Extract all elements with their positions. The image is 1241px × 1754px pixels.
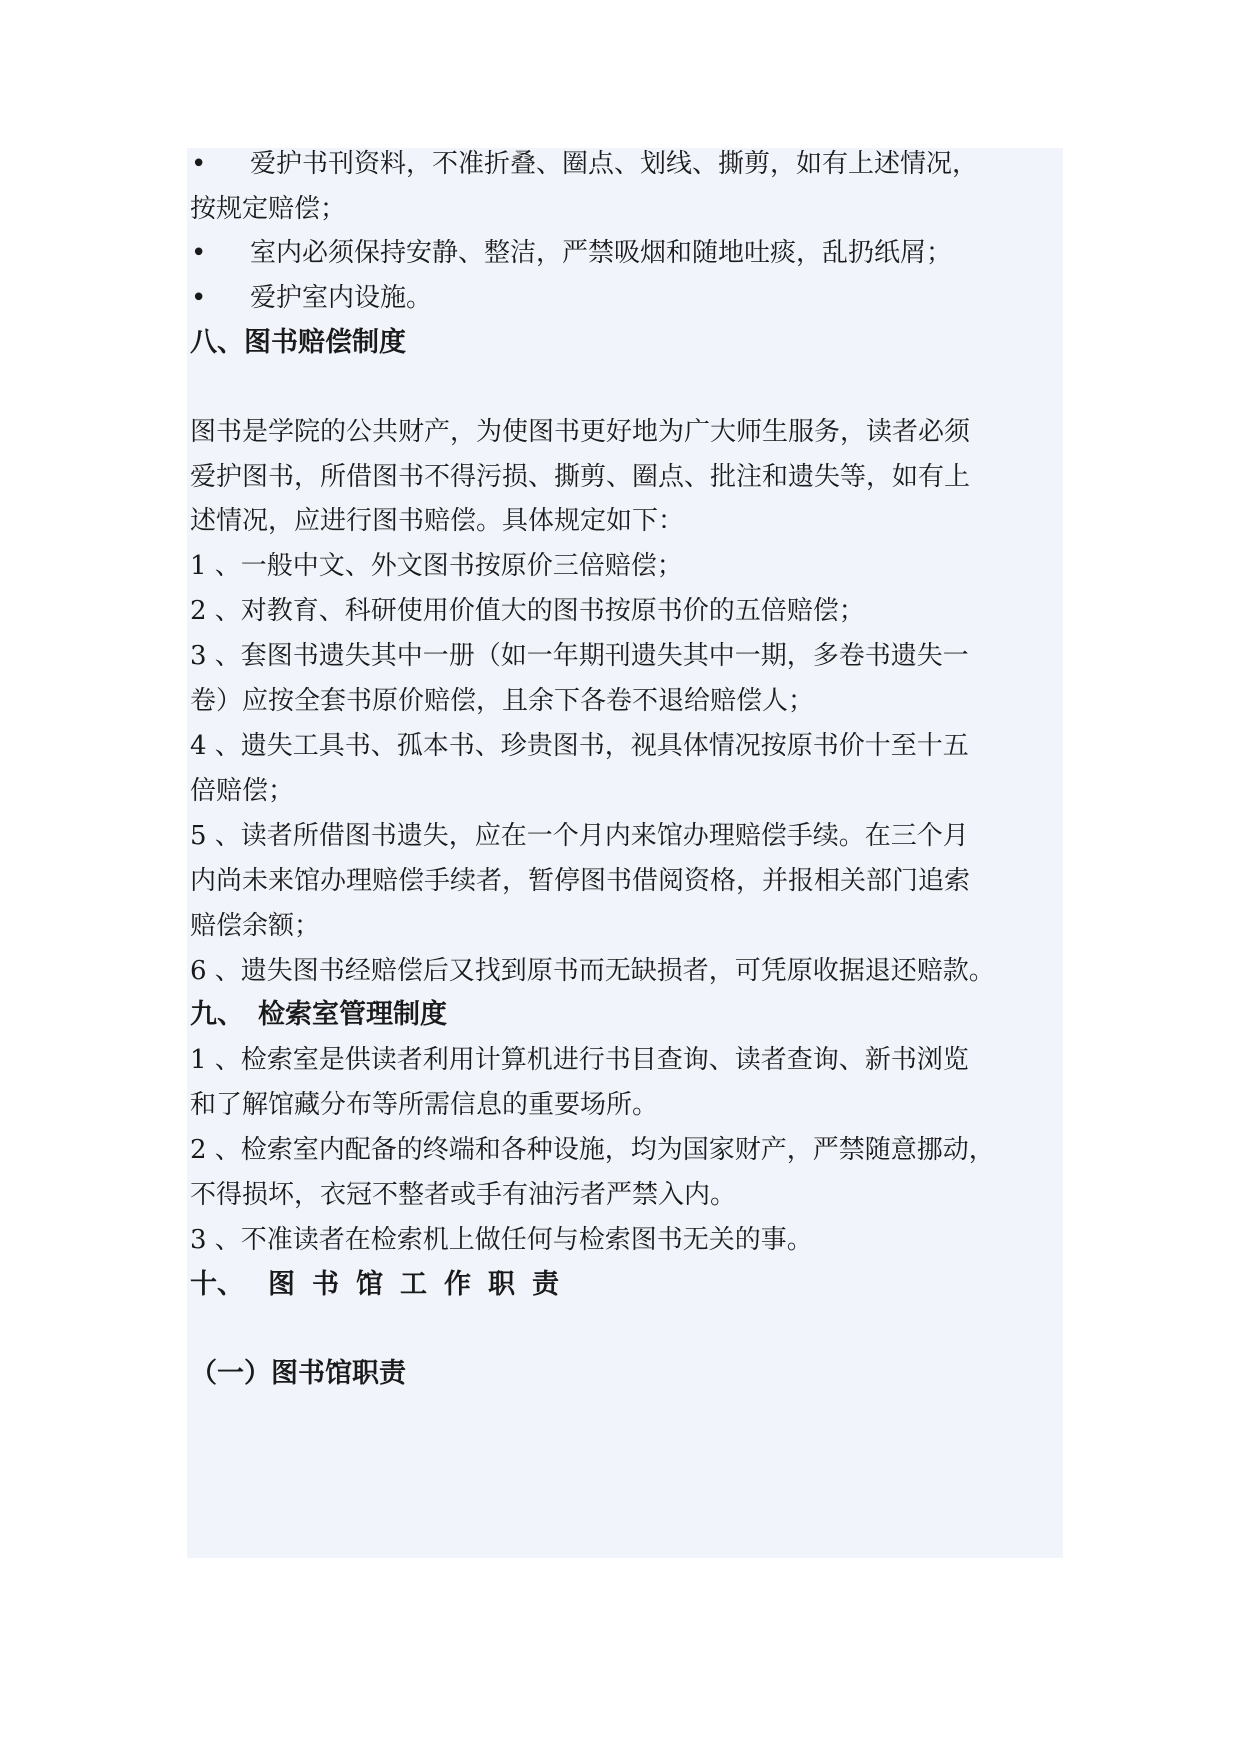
section-9-line: 和了解馆藏分布等所需信息的重要场所。 (190, 1090, 659, 1120)
section-9-line: 2 、检索室内配备的终端和各种设施，均为国家财产，严禁随意挪动， (190, 1135, 995, 1165)
section-8-rule-line: 赔偿余额； (190, 911, 321, 941)
bullet-item-2: 室内必须保持安静、整洁，严禁吸烟和随地吐痰，乱扔纸屑； (250, 238, 953, 268)
section-8-rule-line: 6 、遗失图书经赔偿后又找到原书而无缺损者，可凭原收据退还赔款。 (190, 956, 995, 986)
section-8-rule-line: 内尚未来馆办理赔偿手续者，暂停图书借阅资格，并报相关部门追索 (190, 866, 971, 896)
bullet-item-3: 爱护室内设施。 (250, 283, 433, 313)
section-8-intro-line: 述情况，应进行图书赔偿。具体规定如下： (190, 506, 685, 536)
section-9-number: 九、 (190, 999, 244, 1030)
section-9-line: 3 、不准读者在检索机上做任何与检索图书无关的事。 (190, 1225, 813, 1255)
section-8-rule-line: 卷）应按全套书原价赔偿，且余下各卷不退给赔偿人； (190, 686, 815, 716)
bullet-item-1-line-1: 爱护书刊资料，不准折叠、圈点、划线、撕剪，如有上述情况， (250, 149, 979, 179)
section-8-rule-line: 2 、对教育、科研使用价值大的图书按原书价的五倍赔偿； (190, 596, 865, 626)
section-9-heading (190, 998, 447, 1032)
section-8-rule-line: 倍赔偿； (190, 776, 295, 806)
section-10-heading (190, 1268, 576, 1302)
bullet-icon: • (191, 149, 207, 179)
section-9-line: 不得损坏，衣冠不整者或手有油污者严禁入内。 (190, 1180, 737, 1210)
section-10-subheading: （一）图书馆职责 (190, 1358, 406, 1389)
bullet-icon: • (191, 238, 207, 268)
section-10-number: 十、 (190, 1269, 244, 1300)
section-9-title: 检索室管理制度 (258, 999, 447, 1030)
bullet-item-1-line-2: 按规定赔偿； (190, 194, 347, 224)
section-8-intro-line: 爱护图书，所借图书不得污损、撕剪、圈点、批注和遗失等，如有上 (190, 462, 971, 492)
section-8-rule-line: 3 、套图书遗失其中一册（如一年期刊遗失其中一期，多卷书遗失一 (190, 641, 969, 671)
section-8-rule-line: 5 、读者所借图书遗失，应在一个月内来馆办理赔偿手续。在三个月 (190, 821, 969, 851)
section-8-rule-line: 4 、遗失工具书、孤本书、珍贵图书，视具体情况按原书价十至十五 (190, 731, 969, 761)
bullet-icon: • (191, 283, 207, 313)
section-9-line: 1 、检索室是供读者利用计算机进行书目查询、读者查询、新书浏览 (190, 1045, 969, 1075)
section-8-intro-line: 图书是学院的公共财产，为使图书更好地为广大师生服务，读者必须 (190, 417, 971, 447)
section-10-title: 图书馆工作职责 (268, 1269, 576, 1300)
section-8-rule-line: 1 、一般中文、外文图书按原价三倍赔偿； (190, 551, 683, 581)
section-8-heading: 八、图书赔偿制度 (190, 327, 406, 358)
